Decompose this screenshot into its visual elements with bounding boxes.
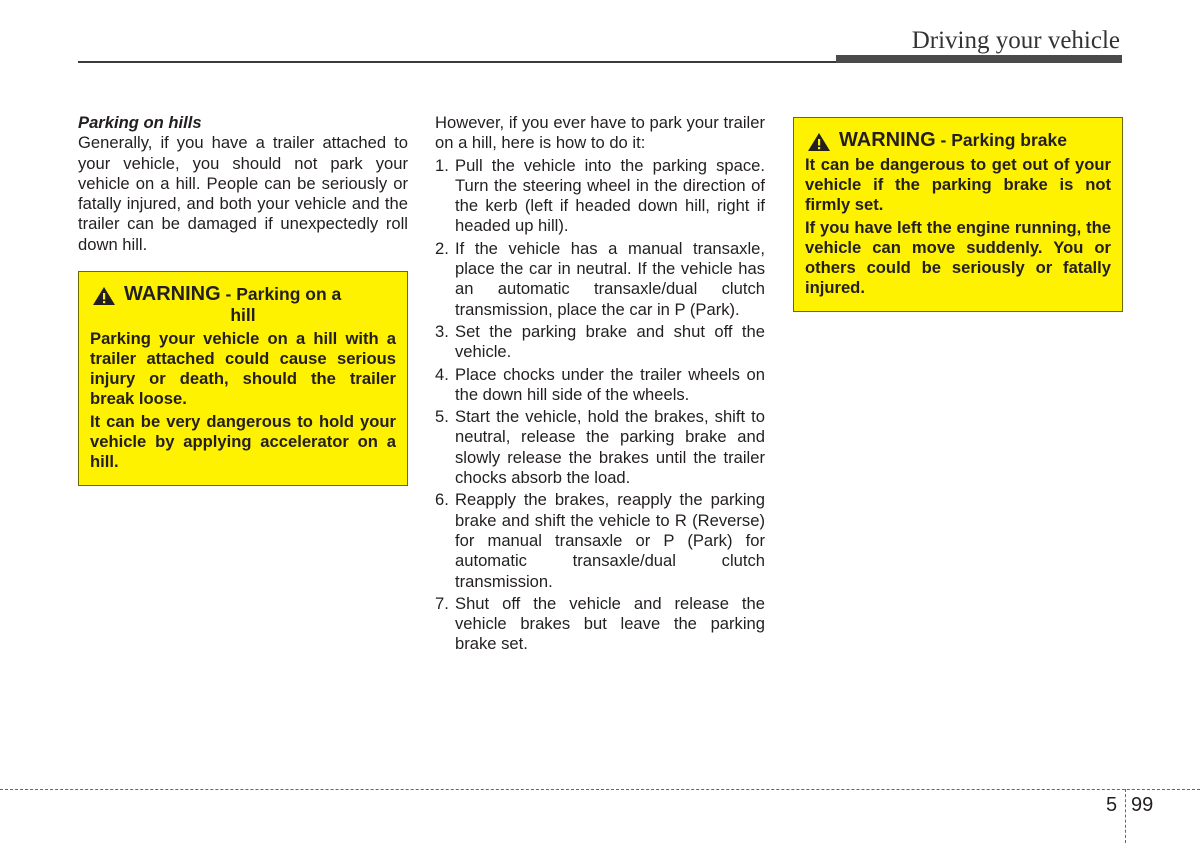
intro-paragraph: Generally, if you have a trailer attached to your vehicle, you should not park your vehicle on a hill. People can be seriously or fatally injured, and both your vehicle and the trailer can be damaged if unexpectedly roll down hill. — [78, 133, 408, 254]
page-number: 99 — [1131, 794, 1154, 816]
parking-steps-list — [435, 156, 765, 655]
warning-body-1: Parking your vehicle on a hill with a trailer attached could cause serious injury or death, should the trailer break loose. — [90, 328, 396, 408]
list-item: 7. Shut off the vehicle and release the vehicle brakes but leave the parking brake set. — [435, 593, 765, 654]
warning-triangle-icon — [807, 132, 831, 152]
list-item: 6. Reapply the brakes, reapply the parking brake and shift the vehicle to R (Reverse) for manual transaxle or P (Park) for automatic transaxle/dual clutch transmission. — [435, 490, 765, 591]
section-subheading: Parking on hills — [78, 113, 202, 132]
warning-triangle-icon — [92, 286, 116, 306]
warning-title — [805, 130, 1111, 152]
right-column — [793, 113, 1123, 312]
list-item: 5. Start the vehicle, hold the brakes, shift to neutral, release the parking brake and slowly release the brakes until the trailer chocks absorb the load. — [435, 407, 765, 488]
steps-intro: However, if you ever have to park your trailer on a hill, here is how to do it: — [435, 113, 765, 153]
warning-box-parking-on-hill — [78, 271, 408, 486]
list-item: 4. Place chocks under the trailer wheels on the down hill side of the wheels. — [435, 364, 765, 404]
warning-body-2: If you have left the engine running, the vehicle can move suddenly. You or others could be seriously or fatally injured. — [805, 218, 1111, 297]
warning-subtitle-cont: hill — [230, 305, 256, 326]
warning-subtitle: - Parking brake — [935, 130, 1067, 150]
list-item: 3. Set the parking brake and shut off the vehicle. — [435, 321, 765, 362]
warning-word: WARNING — [839, 129, 936, 151]
warning-title — [90, 284, 396, 326]
footer-dashed-rule — [0, 789, 1200, 790]
warning-body-2: It can be very dangerous to hold your vehicle by applying accelerator on a hill. — [90, 411, 396, 471]
warning-box-parking-brake — [793, 117, 1123, 312]
warning-body-1: It can be dangerous to get out of your vehicle if the parking brake is not firmly set. — [805, 155, 1111, 214]
middle-column — [435, 113, 765, 657]
chapter-number: 5 — [1106, 794, 1118, 816]
footer-dashed-divider — [1125, 789, 1126, 843]
left-column — [78, 113, 408, 486]
header-rule-accent — [836, 55, 1122, 63]
warning-subtitle: - Parking on a — [220, 284, 342, 305]
list-item: 1. Pull the vehicle into the parking space. Turn the steering wheel in the direction of the kerb (left if headed down hill, right if headed up hill). — [435, 155, 765, 236]
page-header-title: Driving your vehicle — [911, 27, 1120, 54]
list-item: 2. If the vehicle has a manual transaxle, place the car in neutral. If the vehicle has an automatic transaxle/dual clutch transmission, place the car in P (Park). — [435, 238, 765, 319]
warning-word: WARNING — [124, 283, 221, 306]
